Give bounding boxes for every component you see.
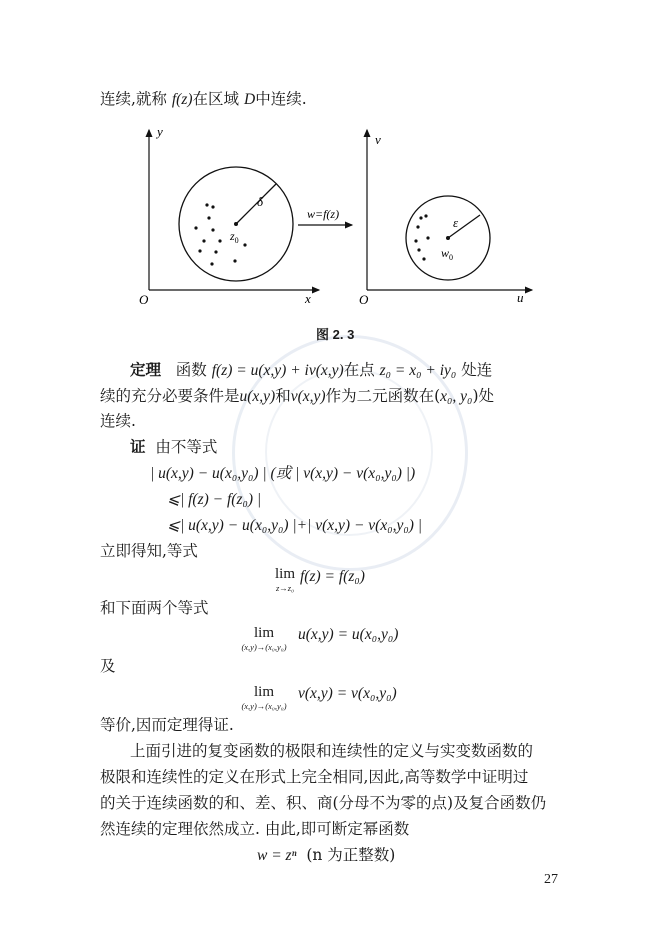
limit-z: lim z→z₀ xyxy=(274,566,295,593)
right-u-label: u xyxy=(517,290,524,305)
left-y-label: y xyxy=(157,124,163,139)
inequality-3: ⩽| u(x,y) − u(x₀,y₀) |+| v(x,y) − v(x₀,y₀) | xyxy=(167,517,423,534)
inequality-2: ⩽| f(z) − f(z₀) | xyxy=(167,491,262,508)
paragraph-line-1: 上面引进的复变函数的极限和连续性的定义与实变数函数的 xyxy=(130,742,534,760)
proof-intro: 证 由不等式 xyxy=(130,438,218,456)
theorem-line-2: 续的充分必要条件是u(x,y)和v(x,y)作为二元函数在(x₀, y₀)处 xyxy=(100,387,495,405)
paragraph-line-2: 极限和连续性的定义在形式上完全相同,因此,高等数学中证明过 xyxy=(100,768,529,786)
immediately-line: 立即得知,等式 xyxy=(100,542,198,560)
figure-caption: 图 2. 3 xyxy=(316,327,355,342)
w0-label: $w_0$ xyxy=(441,246,454,262)
conclusion-line: 等价,因而定理得证. xyxy=(100,716,234,734)
paragraph-line-3: 的关于连续函数的和、差、积、商(分母不为零的点)及复合函数仍 xyxy=(100,794,547,812)
delta-radius xyxy=(236,184,276,224)
inequality-1: | u(x,y) − u(x₀,y₀) | (或 | v(x,y) − v(x₀,y₀) |) xyxy=(150,465,416,482)
left-points xyxy=(194,203,246,265)
limit-v: lim (x,y)→(x₀,y₀) xyxy=(241,684,287,711)
left-origin: O xyxy=(139,292,149,307)
theorem-line-1: 定理 函数 f(z) = u(x,y) + iv(x,y)在点 z₀ = x₀ + iy₀ 处连 xyxy=(130,361,493,379)
limit-u: lim (x,y)→(x₀,y₀) xyxy=(241,625,287,652)
delta-label: δ xyxy=(257,194,264,209)
equation-2: u(x,y) = u(x₀,y₀) xyxy=(298,626,399,643)
two-equations-line: 和下面两个等式 xyxy=(100,599,209,617)
right-points xyxy=(414,214,429,260)
mapping-label: w=f(z) xyxy=(307,207,340,221)
equation-3: v(x,y) = v(x₀,y₀) xyxy=(298,685,397,702)
left-x-label: x xyxy=(305,291,311,306)
mapping-figure xyxy=(0,0,671,360)
page-number: 27 xyxy=(544,872,558,887)
continuity-sentence: 连续,就称 f(z)在区域 D中连续. xyxy=(100,90,307,108)
right-origin: O xyxy=(359,292,369,307)
theorem-line-3: 连续. xyxy=(100,412,136,430)
right-v-label: v xyxy=(375,132,381,147)
and-line: 及 xyxy=(100,657,116,675)
z0-label: $z_0$ xyxy=(230,229,239,245)
epsilon-label: ε xyxy=(453,215,459,230)
equation-1: f(z) = f(z₀) xyxy=(300,568,365,585)
power-function-line: w = zⁿ (n 为正整数) xyxy=(257,846,396,864)
paragraph-line-4: 然连续的定理依然成立. 由此,即可断定幂函数 xyxy=(100,820,410,838)
